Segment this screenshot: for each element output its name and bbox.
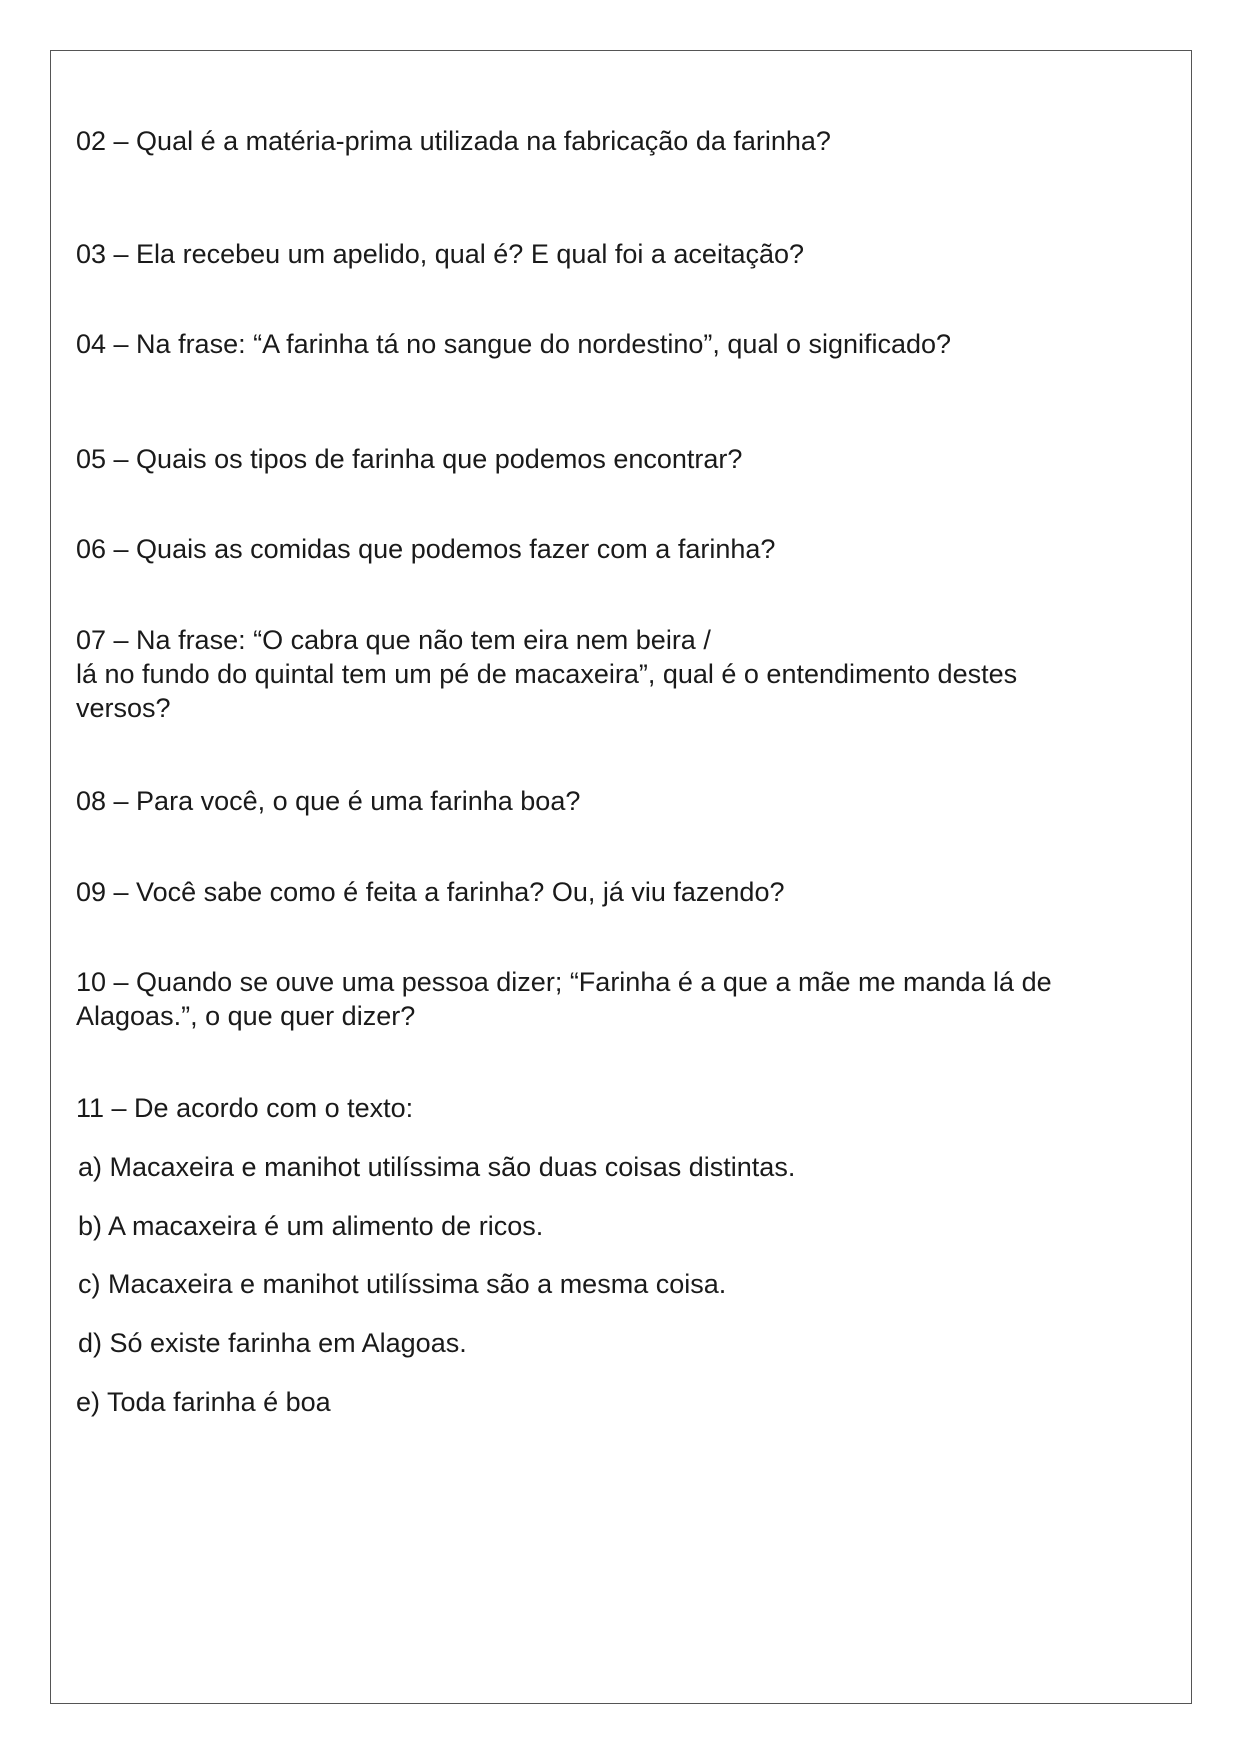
option-a: a) Macaxeira e manihot utilíssima são duas coisas distintas. bbox=[78, 1152, 796, 1182]
question-09: 09 – Você sabe como é feita a farinha? Ou, já viu fazendo? bbox=[76, 877, 785, 907]
question-02: 02 – Qual é a matéria-prima utilizada na fabricação da farinha? bbox=[76, 126, 831, 156]
option-c: c) Macaxeira e manihot utilíssima são a mesma coisa. bbox=[78, 1269, 727, 1299]
question-04: 04 – Na frase: “A farinha tá no sangue do nordestino”, qual o significado? bbox=[76, 329, 952, 359]
question-10-line-2: Alagoas.”, o que quer dizer? bbox=[76, 1001, 416, 1031]
question-11: 11 – De acordo com o texto: bbox=[76, 1093, 414, 1123]
question-08: 08 – Para você, o que é uma farinha boa? bbox=[76, 786, 581, 816]
question-07-line-2: lá no fundo do quintal tem um pé de macaxeira”, qual é o entendimento destes bbox=[76, 659, 1018, 689]
question-05: 05 – Quais os tipos de farinha que podemos encontrar? bbox=[76, 444, 743, 474]
question-03: 03 – Ela recebeu um apelido, qual é? E qual foi a aceitação? bbox=[76, 239, 805, 269]
question-07-line-1: 07 – Na frase: “O cabra que não tem eira nem beira / bbox=[76, 625, 711, 655]
question-06: 06 – Quais as comidas que podemos fazer com a farinha? bbox=[76, 534, 776, 564]
option-e: e) Toda farinha é boa bbox=[76, 1387, 331, 1417]
question-10-line-1: 10 – Quando se ouve uma pessoa dizer; “Farinha é a que a mãe me manda lá de bbox=[76, 967, 1052, 997]
question-07-line-3: versos? bbox=[76, 693, 171, 723]
option-b: b) A macaxeira é um alimento de ricos. bbox=[78, 1211, 544, 1241]
option-d: d) Só existe farinha em Alagoas. bbox=[78, 1328, 467, 1358]
